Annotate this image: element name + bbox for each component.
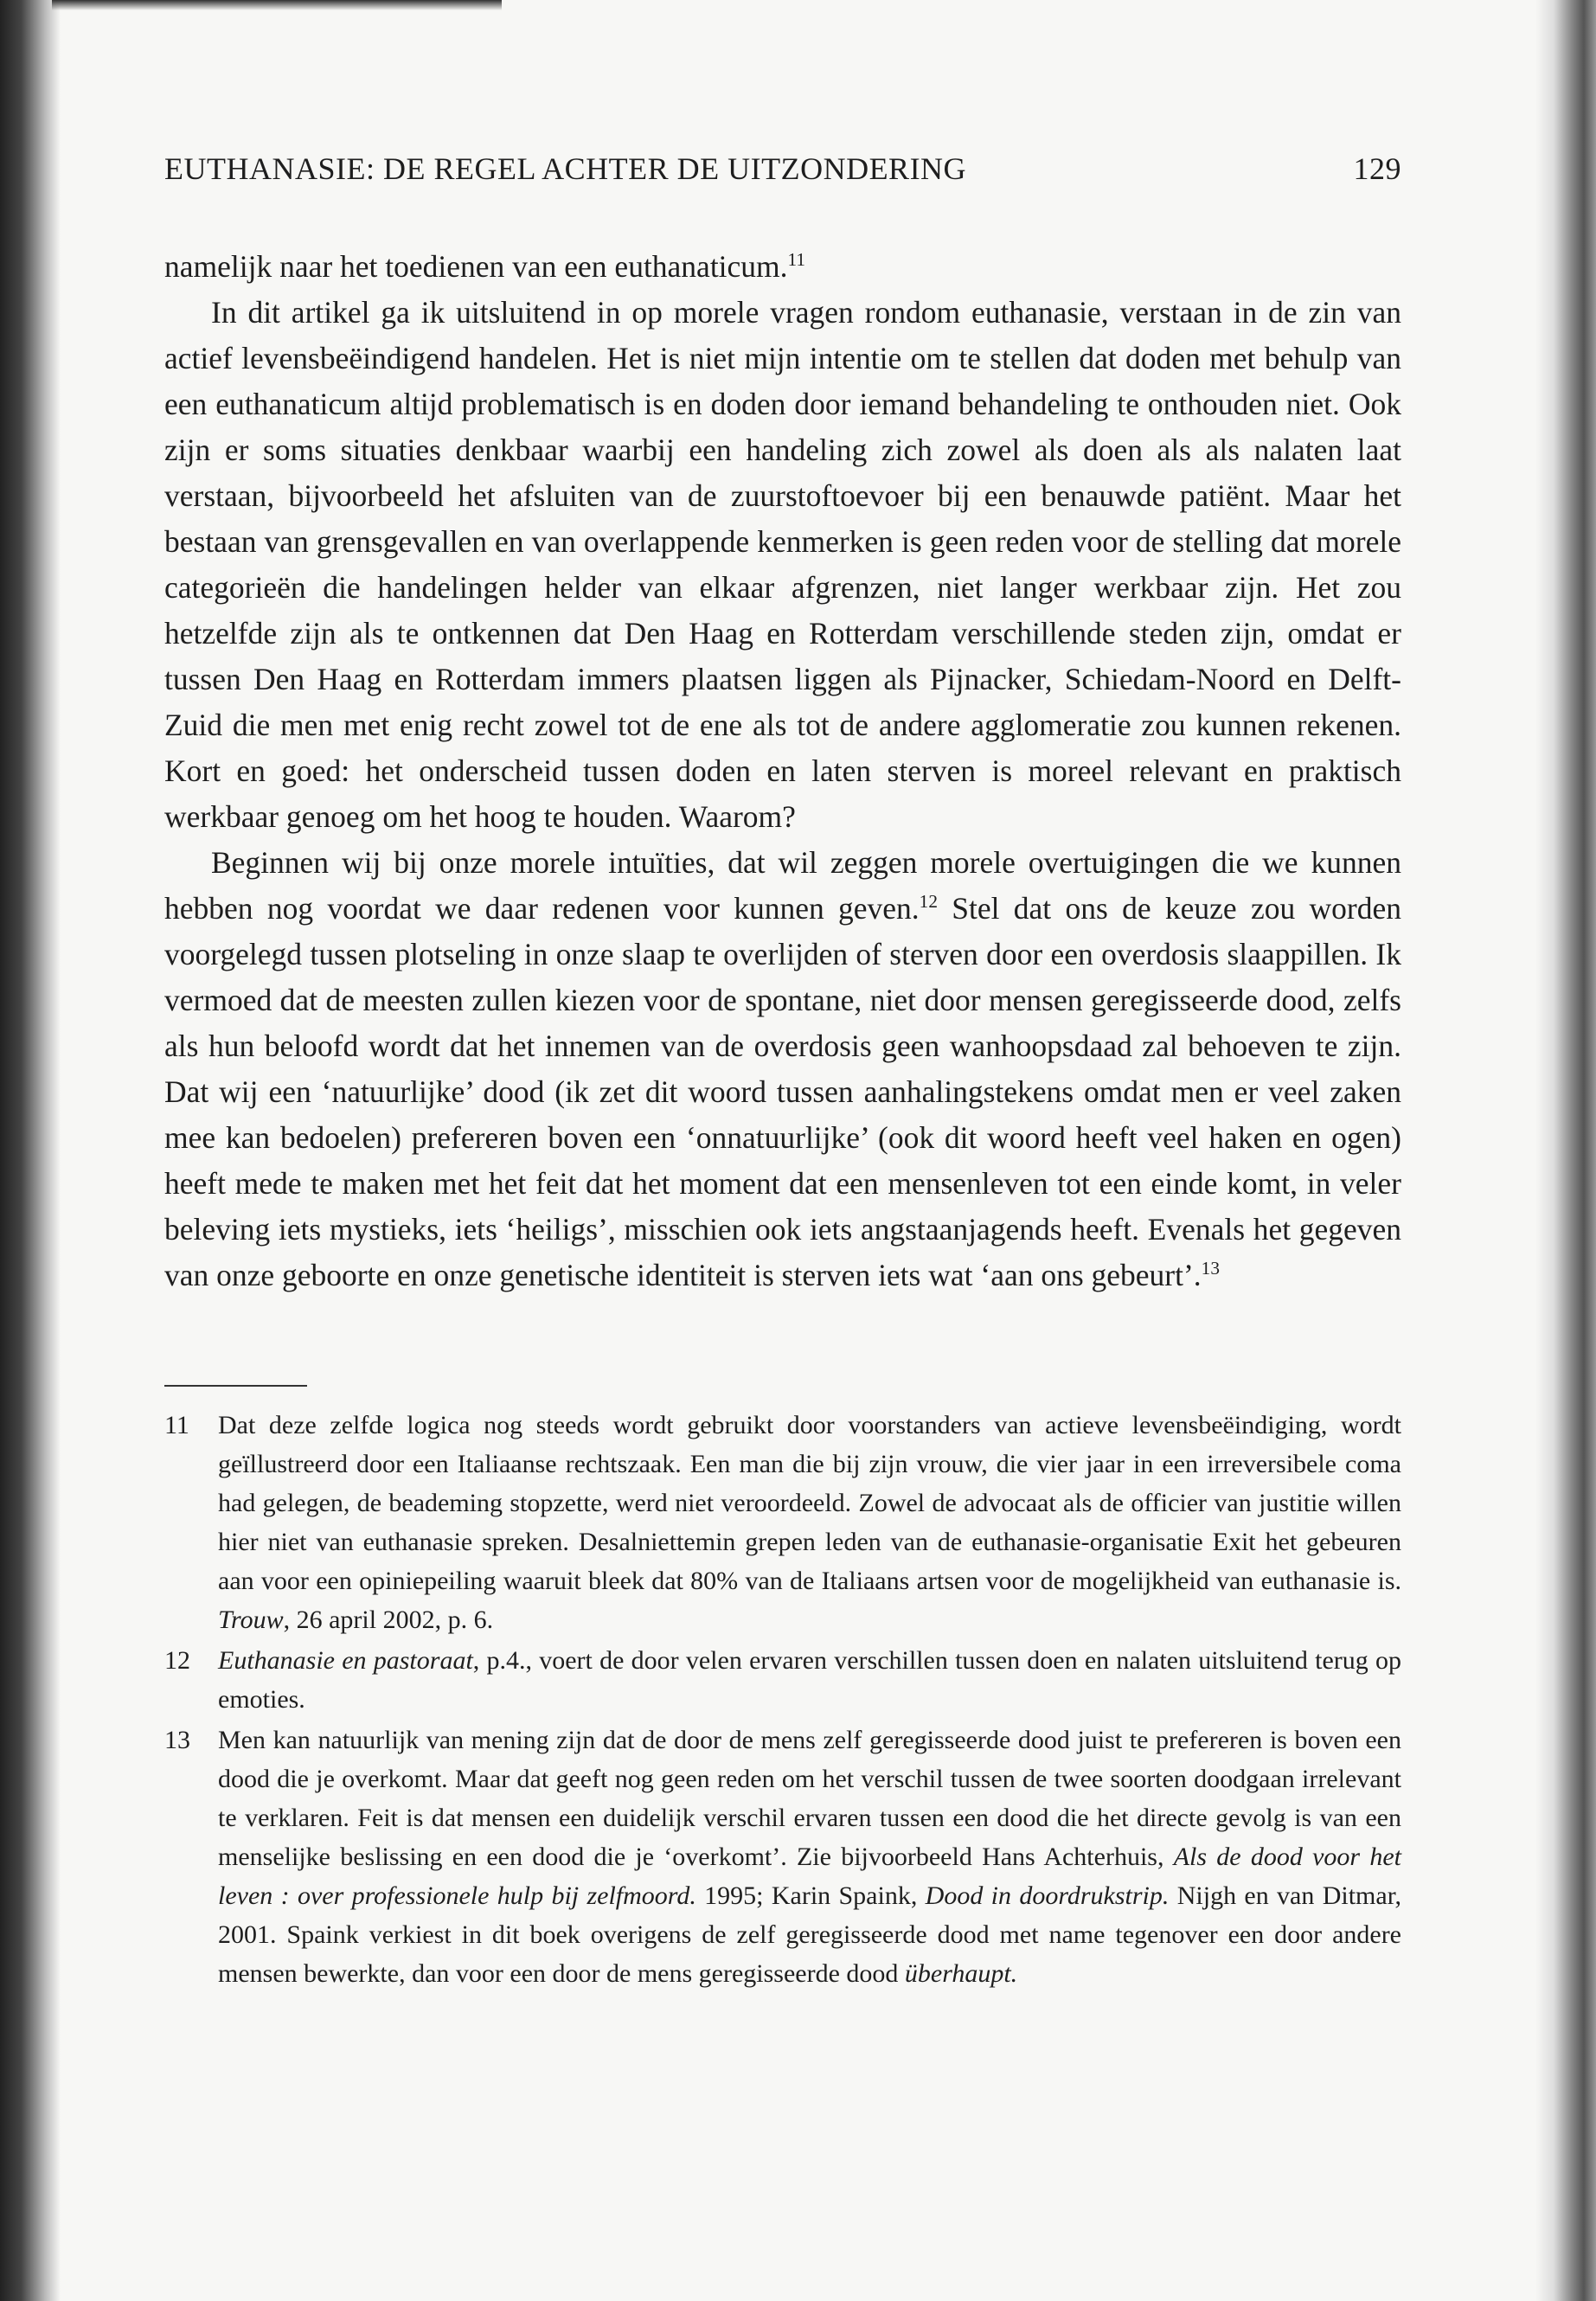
paragraph-2: In dit artikel ga ik uitsluitend in op morele vragen rondom euthanasie, verstaan in de zin van actief levensbeëindigend handelen. Het is niet mijn intentie om te stellen dat doden met behulp van een euthanaticum altijd problematisch is en doden door iemand behandeling te onthouden niet. Ook zijn er soms situaties denkbaar waarbij een handeling zich zowel als doen als als nalaten laat verstaan, bijvoorbeeld het afsluiten van de zuurstoftoevoer bij een benauwde patiënt. Maar het bestaan van grensgevallen en van overlappende kenmerken is geen reden voor de stelling dat morele categorieën die handelingen helder van elkaar afgrenzen, niet langer werkbaar zijn. Het zou hetzelfde zijn als te ontkennen dat Den Haag en Rotterdam verschillende steden zijn, omdat er tussen Den Haag en Rotterdam immers plaatsen liggen als Pijnacker, Schiedam-Noord en Delft-Zuid die men met enig recht zowel tot de ene als tot de andere agglomeratie zou kunnen rekenen. Kort en goed: het onderscheid tussen doden en laten sterven is moreel relevant en praktisch werkbaar genoeg om het hoog te houden. Waarom?	[164, 295, 1401, 834]
footnote-number: 11	[164, 1411, 189, 1439]
footnote-text-part: Nijgh en van Ditmar, 2001. Spaink verkiest in dit boek overigens de zelf geregisseerde dood met name tegenover een door andere mensen bewerkte, dan voor een door de mens geregisseerde dood	[218, 1881, 1401, 1988]
footnote-12	[164, 1641, 1401, 1719]
footnote-text-part: , 26 april 2002, p. 6.	[283, 1606, 494, 1634]
scan-shadow-top	[52, 0, 502, 10]
running-head	[164, 138, 1401, 190]
footnote-source-title: Euthanasie en pastoraat	[218, 1646, 473, 1675]
book-page	[164, 138, 1401, 1995]
scan-gutter-right	[1535, 0, 1596, 2301]
footnote-11	[164, 1406, 1401, 1639]
footnote-book-title: Dood in doordrukstrip.	[925, 1881, 1170, 1910]
footnote-ref-12[interactable]: 12	[919, 891, 938, 913]
footnote-text-part: Men kan natuurlijk van mening zijn dat de door de mens zelf geregisseerde dood juist te prefereren is boven een dood die je overkomt. Maar dat geeft nog geen reden om het verschil tussen de twee soorten doodgaan irrelevant te verklaren. Feit is dat mensen een duidelijk verschil ervaren tussen een dood die het directe gevolg is van een menselijke beslissing en een dood die je ‘overkomt’. Zie bijvoorbeeld Hans Achterhuis,	[218, 1726, 1401, 1871]
paragraph-1-text: namelijk naar het toedienen van een euthanaticum.	[164, 249, 788, 284]
paragraph-3-text-a: Beginnen wij bij onze morele intuïties, dat wil zeggen morele overtuigingen die we kunnen hebben nog voordat we daar redenen voor kunnen geven.	[164, 845, 1401, 926]
page-number: 129	[1353, 151, 1401, 186]
paragraph-3-text-b: Stel dat ons de keuze zou worden voorgelegd tussen plotseling in onze slaap te overlijden of sterven door een overdosis slaappillen. Ik vermoed dat de meesten zullen kiezen voor de spontane, niet door mensen geregisseerde dood, zelfs als hun beloofd wordt dat het innemen van de overdosis geen wanhoopsdaad zal behoeven te zijn. Dat wij een ‘natuurlijke’ dood (ik zet dit woord tussen aanhalingstekens omdat men er veel zaken mee kan bedoelen) prefereren boven een ‘onnatuurlijke’ (ook dit woord heeft veel haken en ogen) heeft mede te maken met het feit dat het moment dat een mensenleven tot een einde komt, in veler beleving iets mystieks, iets ‘heiligs’, misschien ook iets angstaanjagends heeft. Evenals het gegeven van onze geboorte en onze genetische identiteit is sterven iets wat ‘aan ons gebeurt’.	[164, 891, 1401, 1292]
footnote-text-part: , p.4., voert de door velen ervaren verschillen tussen doen en nalaten uitsluitend terug op emoties.	[218, 1646, 1401, 1714]
footnote-text	[218, 1406, 1401, 1639]
footnote-ref-13[interactable]: 13	[1201, 1258, 1220, 1279]
footnote-text-part: Dat deze zelfde logica nog steeds wordt gebruikt door voorstanders van actieve levensbeëindiging, wordt geïllustreerd door een Italiaanse rechtszaak. Een man die bij zijn vrouw, die vier jaar in een irreversibele coma had gelegen, de beademing stopzette, werd niet veroordeeld. Zowel de advocaat als de officier van justitie willen hier niet van euthanasie spreken. Desalniettemin grepen leden van de euthanasie-organisatie Exit het gebeuren aan voor een opiniepeiling waaruit bleek dat 80% van de Italiaans artsen voor de mogelijkheid van euthanasie is.	[218, 1411, 1401, 1595]
footnote-ref-11[interactable]: 11	[787, 249, 806, 271]
footnote-13	[164, 1721, 1401, 1993]
footnote-separator	[164, 1385, 307, 1387]
scan-gutter-left	[0, 0, 61, 2301]
footnote-source-title: Trouw	[218, 1606, 284, 1634]
footnote-book-title: Als de dood voor het leven : over professionele hulp bij zelfmoord.	[218, 1843, 1401, 1910]
paragraph-1	[164, 244, 1401, 290]
chapter-title: EUTHANASIE: DE REGEL ACHTER DE UITZONDERING	[164, 151, 967, 186]
footnote-number: 13	[164, 1726, 190, 1754]
footnote-number: 12	[164, 1646, 190, 1675]
paragraph-3	[164, 840, 1401, 1298]
body-text	[164, 244, 1401, 1298]
footnote-text	[218, 1721, 1401, 1993]
footnote-emphasis: überhaupt.	[904, 1959, 1018, 1988]
footnote-text	[218, 1641, 1401, 1719]
footnote-text-part: 1995; Karin Spaink,	[695, 1881, 926, 1910]
footnotes	[164, 1406, 1401, 1993]
